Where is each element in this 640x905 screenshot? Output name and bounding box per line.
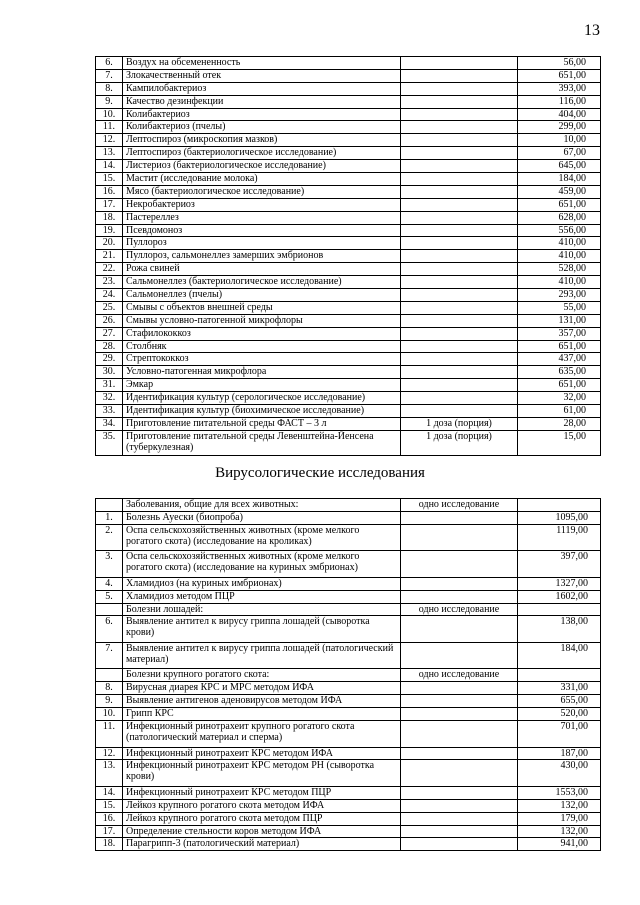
- table-row: [96, 812, 601, 825]
- row-price: 651,00: [518, 69, 601, 82]
- table-row: [96, 838, 601, 851]
- row-name: Парагрипп-3 (патологический материал): [123, 838, 401, 851]
- row-unit: [401, 812, 518, 825]
- row-number: 6.: [96, 616, 123, 643]
- table-row: [96, 69, 601, 82]
- row-unit: [401, 577, 518, 590]
- row-number: 15.: [96, 173, 123, 186]
- row-price: 941,00: [518, 838, 601, 851]
- row-number: 7.: [96, 69, 123, 82]
- row-name: Пастереллез: [123, 211, 401, 224]
- row-number: 18.: [96, 211, 123, 224]
- table-row: [96, 314, 601, 327]
- table-row: [96, 147, 601, 160]
- table-row: [96, 263, 601, 276]
- row-unit: [401, 314, 518, 327]
- row-name: Некробактериоз: [123, 198, 401, 211]
- row-unit: [401, 708, 518, 721]
- table-row: [96, 682, 601, 695]
- row-price: 651,00: [518, 198, 601, 211]
- table-row: [96, 198, 601, 211]
- table-row: [96, 301, 601, 314]
- table-row: [96, 511, 601, 524]
- row-unit: [401, 392, 518, 405]
- table-row: [96, 185, 601, 198]
- row-unit: [401, 185, 518, 198]
- row-price: 187,00: [518, 747, 601, 760]
- row-number: 9.: [96, 95, 123, 108]
- row-unit: одно исследование: [401, 603, 518, 616]
- row-unit: [401, 524, 518, 551]
- row-price: 15,00: [518, 430, 601, 455]
- row-unit: [401, 695, 518, 708]
- row-number: 14.: [96, 160, 123, 173]
- row-name: Идентификация культур (серологическое исследование): [123, 392, 401, 405]
- table-row: [96, 825, 601, 838]
- row-name: Стафилококкоз: [123, 327, 401, 340]
- lab-tests-table: [95, 56, 601, 456]
- row-price: 32,00: [518, 392, 601, 405]
- table-row: [96, 57, 601, 70]
- table-row: [96, 590, 601, 603]
- row-unit: [401, 760, 518, 787]
- row-price: 1327,00: [518, 577, 601, 590]
- row-number: 10.: [96, 708, 123, 721]
- row-price: 28,00: [518, 417, 601, 430]
- row-unit: [401, 825, 518, 838]
- row-unit: [401, 237, 518, 250]
- row-name: Идентификация культур (биохимическое исследование): [123, 405, 401, 418]
- row-unit: [401, 82, 518, 95]
- row-name: Эмкар: [123, 379, 401, 392]
- row-price: 357,00: [518, 327, 601, 340]
- row-number: 12.: [96, 747, 123, 760]
- table-row: [96, 799, 601, 812]
- row-name: Вирусная диарея КРС и МРС методом ИФА: [123, 682, 401, 695]
- row-name: Хламидиоз методом ПЦР: [123, 590, 401, 603]
- table-row: [96, 405, 601, 418]
- row-name: Лептоспироз (бактериологическое исследование): [123, 147, 401, 160]
- row-number: 27.: [96, 327, 123, 340]
- table-row: [96, 82, 601, 95]
- row-price: 556,00: [518, 224, 601, 237]
- row-price: 397,00: [518, 551, 601, 578]
- row-price: 131,00: [518, 314, 601, 327]
- table-row: [96, 551, 601, 578]
- row-price: 410,00: [518, 237, 601, 250]
- row-unit: [401, 366, 518, 379]
- row-number: 17.: [96, 825, 123, 838]
- row-price: 184,00: [518, 642, 601, 669]
- table-row: [96, 392, 601, 405]
- row-name: Приготовление питательной среды Левенштейна-Йенсена (туберкулезная): [123, 430, 401, 455]
- row-unit: [401, 147, 518, 160]
- row-name: Грипп КРС: [123, 708, 401, 721]
- row-number: 18.: [96, 838, 123, 851]
- row-number: [96, 499, 123, 512]
- row-price: 410,00: [518, 250, 601, 263]
- row-name: Приготовление питательной среды ФАСТ – 3 л: [123, 417, 401, 430]
- table-row: [96, 108, 601, 121]
- row-price: 1553,00: [518, 786, 601, 799]
- row-name: Стрептококкоз: [123, 353, 401, 366]
- row-number: 12.: [96, 134, 123, 147]
- row-name: Инфекционный ринотрахеит КРС методом ПЦР: [123, 786, 401, 799]
- row-number: 28.: [96, 340, 123, 353]
- row-unit: [401, 799, 518, 812]
- table-row: [96, 173, 601, 186]
- row-unit: 1 доза (порция): [401, 430, 518, 455]
- row-number: 4.: [96, 577, 123, 590]
- row-number: 13.: [96, 147, 123, 160]
- row-unit: [401, 69, 518, 82]
- table-row: [96, 340, 601, 353]
- row-number: 2.: [96, 524, 123, 551]
- row-price: 528,00: [518, 263, 601, 276]
- row-name: Лейкоз крупного рогатого скота методом ИФА: [123, 799, 401, 812]
- table-row: [96, 353, 601, 366]
- table-row: [96, 695, 601, 708]
- row-number: [96, 669, 123, 682]
- row-price: 437,00: [518, 353, 601, 366]
- row-name: Болезнь Ауески (биопроба): [123, 511, 401, 524]
- row-number: 3.: [96, 551, 123, 578]
- row-number: 8.: [96, 82, 123, 95]
- row-number: 29.: [96, 353, 123, 366]
- row-unit: одно исследование: [401, 669, 518, 682]
- table-row: [96, 747, 601, 760]
- row-price: 1119,00: [518, 524, 601, 551]
- table-row: [96, 616, 601, 643]
- row-unit: [401, 616, 518, 643]
- row-price: 635,00: [518, 366, 601, 379]
- table-row: [96, 417, 601, 430]
- row-unit: [401, 340, 518, 353]
- table-row: [96, 379, 601, 392]
- row-unit: [401, 250, 518, 263]
- row-name: Заболевания, общие для всех животных:: [123, 499, 401, 512]
- table-row: [96, 524, 601, 551]
- row-unit: [401, 95, 518, 108]
- row-name: Пуллороз, сальмонеллез замерших эмбрионов: [123, 250, 401, 263]
- row-price: 10,00: [518, 134, 601, 147]
- table-row: [96, 786, 601, 799]
- row-name: Колибактериоз: [123, 108, 401, 121]
- row-name: Столбняк: [123, 340, 401, 353]
- row-name: Псевдомоноз: [123, 224, 401, 237]
- table-row: [96, 250, 601, 263]
- row-number: 5.: [96, 590, 123, 603]
- row-unit: [401, 108, 518, 121]
- row-unit: [401, 590, 518, 603]
- row-price: 179,00: [518, 812, 601, 825]
- row-name: Листериоз (бактериологическое исследование): [123, 160, 401, 173]
- row-unit: [401, 173, 518, 186]
- row-unit: [401, 721, 518, 748]
- row-name: Инфекционный ринотрахеит КРС методом ИФА: [123, 747, 401, 760]
- row-name: Оспа сельскохозяйственных животных (кроме мелкого рогатого скота) (исследование на кроликах): [123, 524, 401, 551]
- row-name: Лейкоз крупного рогатого скота методом ПЦР: [123, 812, 401, 825]
- row-name: Рожа свиней: [123, 263, 401, 276]
- row-unit: [401, 263, 518, 276]
- row-number: [96, 603, 123, 616]
- row-unit: [401, 121, 518, 134]
- row-name: Болезни крупного рогатого скота:: [123, 669, 401, 682]
- row-name: Выявление антигенов аденовирусов методом ИФА: [123, 695, 401, 708]
- row-price: 67,00: [518, 147, 601, 160]
- row-unit: [401, 786, 518, 799]
- row-number: 17.: [96, 198, 123, 211]
- table-row: [96, 237, 601, 250]
- row-name: Смывы с объектов внешней среды: [123, 301, 401, 314]
- row-price: 655,00: [518, 695, 601, 708]
- row-price: 132,00: [518, 825, 601, 838]
- row-unit: [401, 327, 518, 340]
- row-unit: [401, 134, 518, 147]
- table-row: [96, 224, 601, 237]
- row-unit: [401, 353, 518, 366]
- row-name: Условно-патогенная микрофлора: [123, 366, 401, 379]
- row-unit: [401, 682, 518, 695]
- table-row: [96, 721, 601, 748]
- row-unit: [401, 211, 518, 224]
- row-price: 61,00: [518, 405, 601, 418]
- row-number: 23.: [96, 276, 123, 289]
- row-unit: [401, 276, 518, 289]
- table-row: [96, 760, 601, 787]
- row-name: Оспа сельскохозяйственных животных (кроме мелкого рогатого скота) (исследование на куриных эмбрионах): [123, 551, 401, 578]
- row-unit: [401, 511, 518, 524]
- row-name: Сальмонеллез (бактериологическое исследование): [123, 276, 401, 289]
- table-row: [96, 121, 601, 134]
- row-number: 14.: [96, 786, 123, 799]
- row-price: 645,00: [518, 160, 601, 173]
- row-price: 404,00: [518, 108, 601, 121]
- row-name: Лептоспироз (микроскопия мазков): [123, 134, 401, 147]
- table-row: [96, 499, 601, 512]
- row-unit: [401, 838, 518, 851]
- table-row: [96, 642, 601, 669]
- row-name: Выявление антител к вирусу гриппа лошадей (сыворотка крови): [123, 616, 401, 643]
- row-price: 701,00: [518, 721, 601, 748]
- row-name: Инфекционный ринотрахеит КРС методом РН (сыворотка крови): [123, 760, 401, 787]
- row-name: Мастит (исследование молока): [123, 173, 401, 186]
- table-row: [96, 669, 601, 682]
- row-name: Сальмонеллез (пчелы): [123, 289, 401, 302]
- row-number: 11.: [96, 121, 123, 134]
- row-price: 410,00: [518, 276, 601, 289]
- row-number: 7.: [96, 642, 123, 669]
- row-number: 13.: [96, 760, 123, 787]
- row-number: 35.: [96, 430, 123, 455]
- row-number: 32.: [96, 392, 123, 405]
- row-number: 1.: [96, 511, 123, 524]
- row-number: 6.: [96, 57, 123, 70]
- row-number: 26.: [96, 314, 123, 327]
- row-price: 393,00: [518, 82, 601, 95]
- row-name: Злокачественный отек: [123, 69, 401, 82]
- row-price: 293,00: [518, 289, 601, 302]
- row-number: 16.: [96, 185, 123, 198]
- row-number: 8.: [96, 682, 123, 695]
- row-unit: одно исследование: [401, 499, 518, 512]
- row-name: Определение стельности коров методом ИФА: [123, 825, 401, 838]
- row-number: 22.: [96, 263, 123, 276]
- table-row: [96, 430, 601, 455]
- row-unit: [401, 551, 518, 578]
- section-title: Вирусологические исследования: [215, 465, 425, 481]
- row-name: Смывы условно-патогенной микрофлоры: [123, 314, 401, 327]
- page-number: 13: [584, 22, 600, 39]
- row-unit: [401, 160, 518, 173]
- row-price: 138,00: [518, 616, 601, 643]
- row-number: 33.: [96, 405, 123, 418]
- row-number: 11.: [96, 721, 123, 748]
- table-row: [96, 289, 601, 302]
- row-number: 20.: [96, 237, 123, 250]
- table-row: [96, 577, 601, 590]
- table-row: [96, 603, 601, 616]
- row-number: 30.: [96, 366, 123, 379]
- table-row: [96, 95, 601, 108]
- row-price: 184,00: [518, 173, 601, 186]
- table-row: [96, 366, 601, 379]
- row-price: 459,00: [518, 185, 601, 198]
- row-unit: [401, 379, 518, 392]
- row-number: 15.: [96, 799, 123, 812]
- row-price: [518, 669, 601, 682]
- row-number: 9.: [96, 695, 123, 708]
- row-name: Качество дезинфекции: [123, 95, 401, 108]
- virology-table: [95, 498, 601, 851]
- row-number: 24.: [96, 289, 123, 302]
- row-unit: [401, 405, 518, 418]
- row-name: Мясо (бактериологическое исследование): [123, 185, 401, 198]
- row-name: Кампилобактериоз: [123, 82, 401, 95]
- row-name: Болезни лошадей:: [123, 603, 401, 616]
- table-row: [96, 160, 601, 173]
- row-name: Выявление антител к вирусу гриппа лошадей (патологический материал): [123, 642, 401, 669]
- row-price: 1095,00: [518, 511, 601, 524]
- row-price: [518, 603, 601, 616]
- row-price: 116,00: [518, 95, 601, 108]
- row-price: 132,00: [518, 799, 601, 812]
- row-unit: [401, 224, 518, 237]
- row-price: 331,00: [518, 682, 601, 695]
- row-name: Воздух на обсемененность: [123, 57, 401, 70]
- row-name: Хламидиоз (на куриных имбрионах): [123, 577, 401, 590]
- row-unit: [401, 198, 518, 211]
- row-price: 1602,00: [518, 590, 601, 603]
- row-price: 430,00: [518, 760, 601, 787]
- row-price: 56,00: [518, 57, 601, 70]
- row-number: 25.: [96, 301, 123, 314]
- row-number: 19.: [96, 224, 123, 237]
- row-price: 651,00: [518, 379, 601, 392]
- row-price: [518, 499, 601, 512]
- row-price: 55,00: [518, 301, 601, 314]
- table-row: [96, 211, 601, 224]
- row-name: Инфекционный ринотрахеит крупного рогатого скота (патологический материал и сперма): [123, 721, 401, 748]
- row-name: Пуллороз: [123, 237, 401, 250]
- row-unit: [401, 57, 518, 70]
- row-name: Колибактериоз (пчелы): [123, 121, 401, 134]
- table-row: [96, 276, 601, 289]
- row-price: 520,00: [518, 708, 601, 721]
- table-row: [96, 327, 601, 340]
- row-price: 651,00: [518, 340, 601, 353]
- row-unit: [401, 289, 518, 302]
- row-unit: [401, 642, 518, 669]
- row-number: 16.: [96, 812, 123, 825]
- row-number: 21.: [96, 250, 123, 263]
- table-row: [96, 708, 601, 721]
- row-price: 628,00: [518, 211, 601, 224]
- row-unit: [401, 747, 518, 760]
- row-price: 299,00: [518, 121, 601, 134]
- row-unit: 1 доза (порция): [401, 417, 518, 430]
- row-number: 31.: [96, 379, 123, 392]
- row-number: 10.: [96, 108, 123, 121]
- row-number: 34.: [96, 417, 123, 430]
- table-row: [96, 134, 601, 147]
- row-unit: [401, 301, 518, 314]
